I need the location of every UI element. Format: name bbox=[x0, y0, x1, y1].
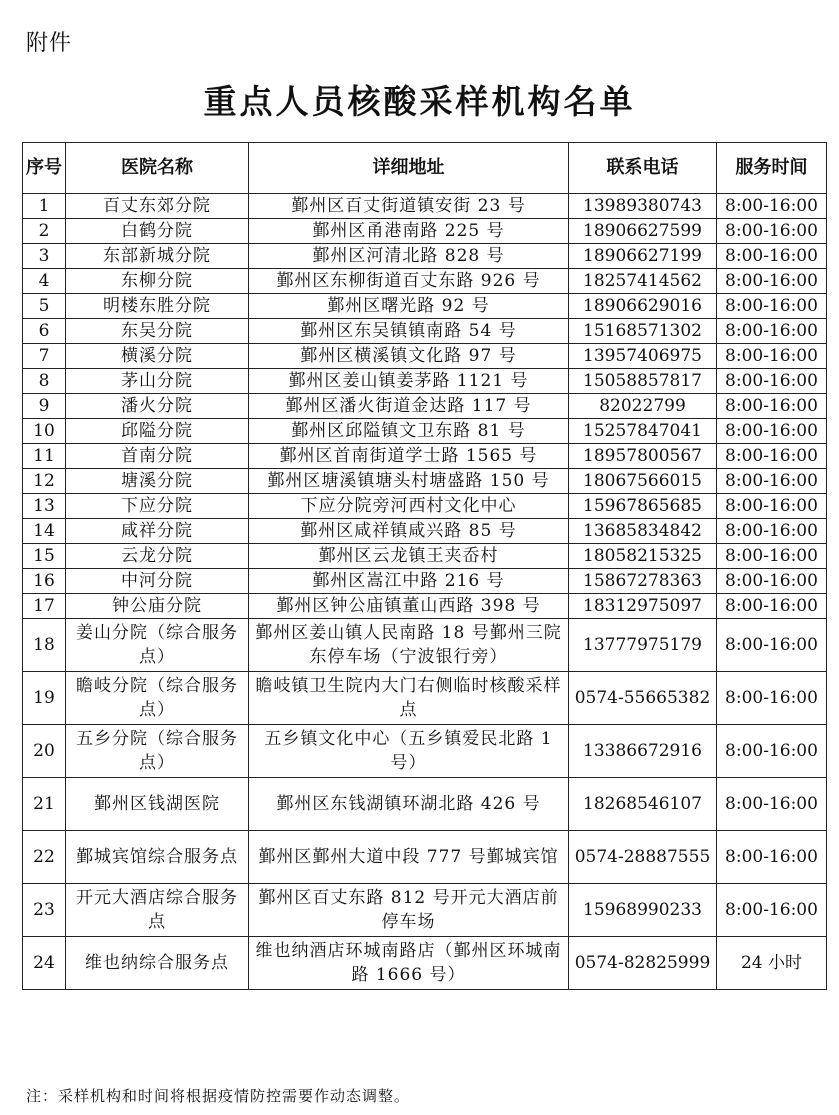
address: 鄞州区姜山镇姜茅路 1121 号 bbox=[249, 369, 569, 394]
service-hours: 8:00-16:00 bbox=[717, 594, 827, 619]
hospital-name: 中河分院 bbox=[66, 569, 249, 594]
row-number: 6 bbox=[23, 319, 66, 344]
phone: 13685834842 bbox=[569, 519, 717, 544]
hospital-name: 茅山分院 bbox=[66, 369, 249, 394]
table-row bbox=[23, 937, 827, 990]
table-row bbox=[23, 244, 827, 269]
footnote: 注：采样机构和时间将根据疫情防控需要作动态调整。 bbox=[26, 1087, 411, 1105]
table-row bbox=[23, 219, 827, 244]
service-hours: 8:00-16:00 bbox=[717, 344, 827, 369]
service-hours: 8:00-16:00 bbox=[717, 725, 827, 778]
table-row bbox=[23, 831, 827, 884]
table-row bbox=[23, 725, 827, 778]
hospital-name: 百丈东郊分院 bbox=[66, 194, 249, 219]
address: 鄞州区甬港南路 225 号 bbox=[249, 219, 569, 244]
phone: 18312975097 bbox=[569, 594, 717, 619]
service-hours: 8:00-16:00 bbox=[717, 884, 827, 937]
phone: 18906627599 bbox=[569, 219, 717, 244]
hospital-name: 东部新城分院 bbox=[66, 244, 249, 269]
phone: 18257414562 bbox=[569, 269, 717, 294]
row-number: 5 bbox=[23, 294, 66, 319]
row-number: 12 bbox=[23, 469, 66, 494]
address: 鄞州区咸祥镇咸兴路 85 号 bbox=[249, 519, 569, 544]
service-hours: 8:00-16:00 bbox=[717, 778, 827, 831]
hospital-name: 五乡分院（综合服务点） bbox=[66, 725, 249, 778]
phone: 15257847041 bbox=[569, 419, 717, 444]
address: 鄞州区河清北路 828 号 bbox=[249, 244, 569, 269]
table-row bbox=[23, 619, 827, 672]
row-number: 23 bbox=[23, 884, 66, 937]
service-hours: 8:00-16:00 bbox=[717, 544, 827, 569]
row-number: 15 bbox=[23, 544, 66, 569]
table-row bbox=[23, 884, 827, 937]
service-hours: 8:00-16:00 bbox=[717, 444, 827, 469]
header-phone: 联系电话 bbox=[569, 143, 717, 194]
address: 鄞州区云龙镇王夹岙村 bbox=[249, 544, 569, 569]
phone: 15058857817 bbox=[569, 369, 717, 394]
header-hours: 服务时间 bbox=[717, 143, 827, 194]
hospital-name: 首南分院 bbox=[66, 444, 249, 469]
address: 鄞州区邱隘镇文卫东路 81 号 bbox=[249, 419, 569, 444]
phone: 0574-28887555 bbox=[569, 831, 717, 884]
hospital-name: 姜山分院（综合服务点） bbox=[66, 619, 249, 672]
service-hours: 8:00-16:00 bbox=[717, 269, 827, 294]
address: 瞻岐镇卫生院内大门右侧临时核酸采样点 bbox=[249, 672, 569, 725]
address: 鄞州区钟公庙镇董山西路 398 号 bbox=[249, 594, 569, 619]
address: 鄞州区嵩江中路 216 号 bbox=[249, 569, 569, 594]
row-number: 1 bbox=[23, 194, 66, 219]
service-hours: 8:00-16:00 bbox=[717, 194, 827, 219]
row-number: 7 bbox=[23, 344, 66, 369]
hospital-name: 横溪分院 bbox=[66, 344, 249, 369]
service-hours: 8:00-16:00 bbox=[717, 831, 827, 884]
table-row bbox=[23, 778, 827, 831]
row-number: 3 bbox=[23, 244, 66, 269]
hospital-name: 瞻岐分院（综合服务点） bbox=[66, 672, 249, 725]
attachment-label: 附件 bbox=[26, 31, 73, 56]
page-title: 重点人员核酸采样机构名单 bbox=[203, 82, 636, 121]
phone: 18906627199 bbox=[569, 244, 717, 269]
address: 鄞州区塘溪镇塘头村塘盛路 150 号 bbox=[249, 469, 569, 494]
address: 鄞州区姜山镇人民南路 18 号鄞州三院东停车场（宁波银行旁） bbox=[249, 619, 569, 672]
table-row bbox=[23, 544, 827, 569]
table-row bbox=[23, 672, 827, 725]
address: 鄞州区鄞州大道中段 777 号鄞城宾馆 bbox=[249, 831, 569, 884]
address: 鄞州区曙光路 92 号 bbox=[249, 294, 569, 319]
row-number: 21 bbox=[23, 778, 66, 831]
table-row bbox=[23, 294, 827, 319]
table-row bbox=[23, 469, 827, 494]
row-number: 16 bbox=[23, 569, 66, 594]
service-hours: 8:00-16:00 bbox=[717, 619, 827, 672]
phone: 18268546107 bbox=[569, 778, 717, 831]
row-number: 9 bbox=[23, 394, 66, 419]
phone: 15867278363 bbox=[569, 569, 717, 594]
sampling-institutions-table bbox=[22, 142, 827, 990]
address: 鄞州区东钱湖镇环湖北路 426 号 bbox=[249, 778, 569, 831]
service-hours: 8:00-16:00 bbox=[717, 494, 827, 519]
phone: 18058215325 bbox=[569, 544, 717, 569]
table-row bbox=[23, 494, 827, 519]
header-address: 详细地址 bbox=[249, 143, 569, 194]
address: 鄞州区百丈东路 812 号开元大酒店前停车场 bbox=[249, 884, 569, 937]
address: 鄞州区横溪镇文化路 97 号 bbox=[249, 344, 569, 369]
hospital-name: 鄞州区钱湖医院 bbox=[66, 778, 249, 831]
service-hours: 8:00-16:00 bbox=[717, 469, 827, 494]
table-row bbox=[23, 594, 827, 619]
phone: 15168571302 bbox=[569, 319, 717, 344]
service-hours: 8:00-16:00 bbox=[717, 294, 827, 319]
row-number: 11 bbox=[23, 444, 66, 469]
row-number: 14 bbox=[23, 519, 66, 544]
row-number: 19 bbox=[23, 672, 66, 725]
address: 鄞州区东吴镇镇南路 54 号 bbox=[249, 319, 569, 344]
hospital-name: 咸祥分院 bbox=[66, 519, 249, 544]
hospital-name: 维也纳综合服务点 bbox=[66, 937, 249, 990]
table-header-row bbox=[23, 143, 827, 194]
row-number: 13 bbox=[23, 494, 66, 519]
phone: 15967865685 bbox=[569, 494, 717, 519]
table-row bbox=[23, 194, 827, 219]
service-hours: 24 小时 bbox=[717, 937, 827, 990]
table-row bbox=[23, 344, 827, 369]
hospital-name: 东吴分院 bbox=[66, 319, 249, 344]
row-number: 24 bbox=[23, 937, 66, 990]
phone: 18067566015 bbox=[569, 469, 717, 494]
address: 维也纳酒店环城南路店（鄞州区环城南路 1666 号） bbox=[249, 937, 569, 990]
header-hospital: 医院名称 bbox=[66, 143, 249, 194]
phone: 82022799 bbox=[569, 394, 717, 419]
service-hours: 8:00-16:00 bbox=[717, 569, 827, 594]
service-hours: 8:00-16:00 bbox=[717, 419, 827, 444]
row-number: 2 bbox=[23, 219, 66, 244]
hospital-name: 潘火分院 bbox=[66, 394, 249, 419]
table-row bbox=[23, 269, 827, 294]
address: 五乡镇文化中心（五乡镇爱民北路 1 号） bbox=[249, 725, 569, 778]
hospital-name: 东柳分院 bbox=[66, 269, 249, 294]
hospital-name: 云龙分院 bbox=[66, 544, 249, 569]
row-number: 4 bbox=[23, 269, 66, 294]
service-hours: 8:00-16:00 bbox=[717, 369, 827, 394]
table-row bbox=[23, 569, 827, 594]
table-row bbox=[23, 444, 827, 469]
table-row bbox=[23, 369, 827, 394]
phone: 0574-55665382 bbox=[569, 672, 717, 725]
hospital-name: 开元大酒店综合服务点 bbox=[66, 884, 249, 937]
header-no: 序号 bbox=[23, 143, 66, 194]
row-number: 20 bbox=[23, 725, 66, 778]
phone: 13386672916 bbox=[569, 725, 717, 778]
address: 鄞州区潘火街道金达路 117 号 bbox=[249, 394, 569, 419]
phone: 0574-82825999 bbox=[569, 937, 717, 990]
service-hours: 8:00-16:00 bbox=[717, 319, 827, 344]
address: 鄞州区百丈街道镇安街 23 号 bbox=[249, 194, 569, 219]
hospital-name: 下应分院 bbox=[66, 494, 249, 519]
address: 鄞州区首南街道学士路 1565 号 bbox=[249, 444, 569, 469]
table-row bbox=[23, 394, 827, 419]
address: 下应分院旁河西村文化中心 bbox=[249, 494, 569, 519]
hospital-name: 明楼东胜分院 bbox=[66, 294, 249, 319]
row-number: 18 bbox=[23, 619, 66, 672]
row-number: 10 bbox=[23, 419, 66, 444]
hospital-name: 钟公庙分院 bbox=[66, 594, 249, 619]
phone: 13989380743 bbox=[569, 194, 717, 219]
row-number: 22 bbox=[23, 831, 66, 884]
phone: 13957406975 bbox=[569, 344, 717, 369]
row-number: 17 bbox=[23, 594, 66, 619]
phone: 18906629016 bbox=[569, 294, 717, 319]
service-hours: 8:00-16:00 bbox=[717, 244, 827, 269]
service-hours: 8:00-16:00 bbox=[717, 519, 827, 544]
row-number: 8 bbox=[23, 369, 66, 394]
hospital-name: 邱隘分院 bbox=[66, 419, 249, 444]
phone: 13777975179 bbox=[569, 619, 717, 672]
service-hours: 8:00-16:00 bbox=[717, 394, 827, 419]
service-hours: 8:00-16:00 bbox=[717, 219, 827, 244]
phone: 15968990233 bbox=[569, 884, 717, 937]
service-hours: 8:00-16:00 bbox=[717, 672, 827, 725]
table-row bbox=[23, 419, 827, 444]
hospital-name: 塘溪分院 bbox=[66, 469, 249, 494]
phone: 18957800567 bbox=[569, 444, 717, 469]
address: 鄞州区东柳街道百丈东路 926 号 bbox=[249, 269, 569, 294]
table-row bbox=[23, 519, 827, 544]
hospital-name: 鄞城宾馆综合服务点 bbox=[66, 831, 249, 884]
hospital-name: 白鹤分院 bbox=[66, 219, 249, 244]
table-row bbox=[23, 319, 827, 344]
